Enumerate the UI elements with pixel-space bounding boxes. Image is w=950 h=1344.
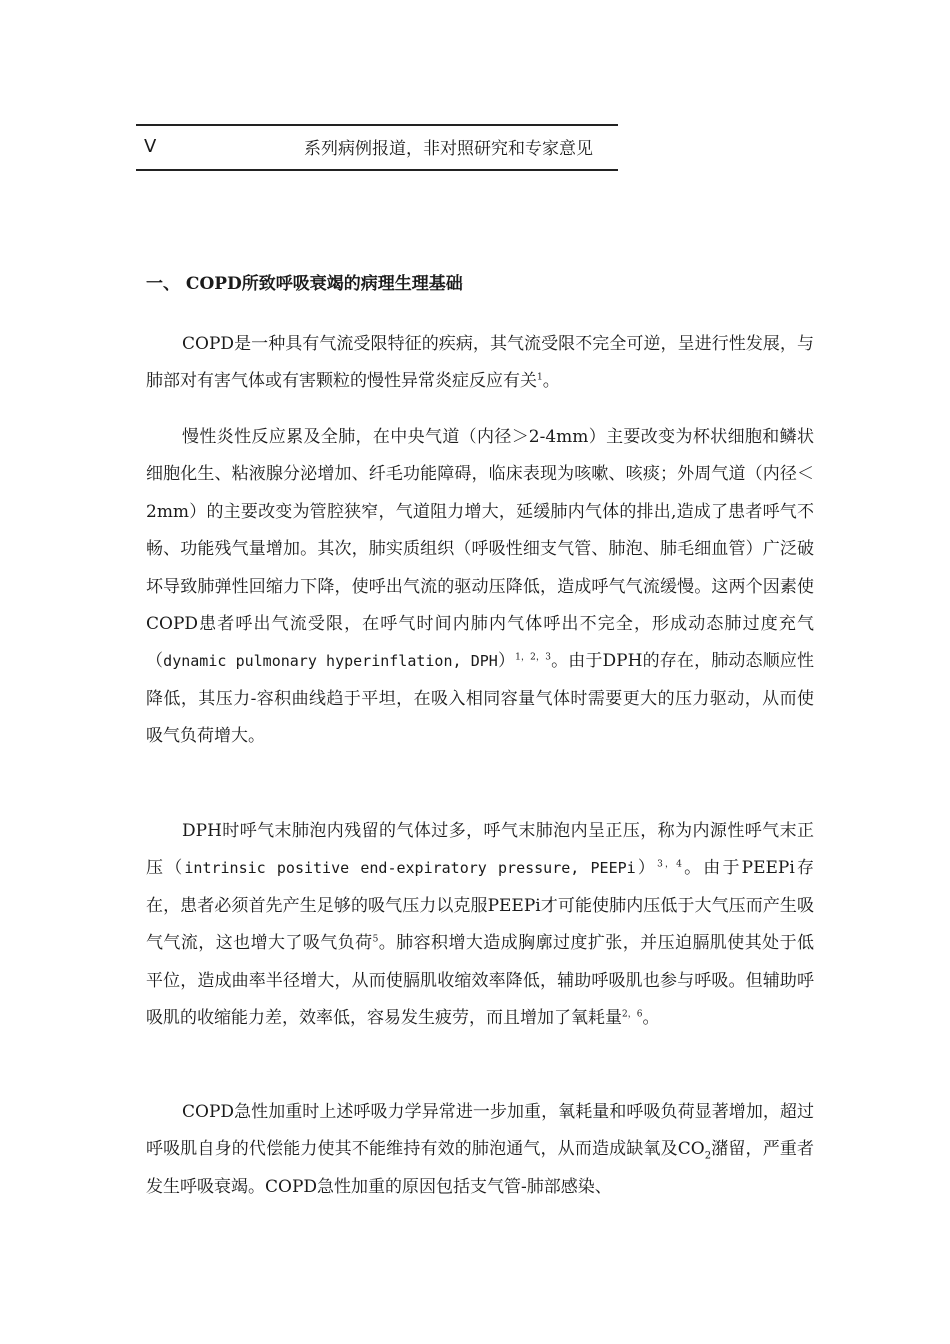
citation: 5 <box>372 934 379 945</box>
subscript: 2 <box>704 1150 712 1162</box>
paragraph-inflammation: 慢性炎性反应累及全肺，在中央气道（内径＞2-4mm）主要改变为杯状细胞和鳞状细胞化生、粘液腺分泌增加、纤毛功能障碍，临床表现为咳嗽、咳痰；外周气道（内径＜2mm）的主要改变为管腔狭窄，气道阻力增大，延缓肺内气体的排出,造成了患者呼气不畅、功能残气量增加。其次，肺实质组织（呼吸性细支气管、肺泡、肺毛细血管）广泛破坏导致肺弹性回缩力下降，使呼出气流的驱动压降低，造成呼气气流缓慢。这两个因素使COPD患者呼出气流受限，在呼气时间内肺内气体呼出不完全，形成动态肺过度充气（dynamic pulmonary hyperinflation, DPH）$^{1,2,3}$。由于DPH的存在，肺动态顺应性降低，其压力-容积曲线趋于平坦，在吸入相同容量气体时需要更大的压力驱动，从而使吸气负荷增大。 <box>146 427 815 747</box>
table-row <box>136 126 618 169</box>
citation: 1，2，3 <box>515 652 551 663</box>
paragraph-copd-definition: COPD是一种具有气流受限特征的疾病，其气流受限不完全可逆，呈进行性发展，与肺部对有害气体或有害颗粒的慢性异常炎症反应有关$^1$。 <box>146 334 814 392</box>
section-heading: 一、 COPD所致呼吸衰竭的病理生理基础 <box>146 274 463 294</box>
citation: 3，4 <box>657 859 682 870</box>
evidence-description-cell: 系列病例报道，非对照研究和专家意见 <box>304 139 593 159</box>
evidence-level-table <box>136 124 618 171</box>
paragraph-acute-exacerbation: COPD急性加重时上述呼吸力学异常进一步加重，氧耗量和呼吸负荷显著增加，超过呼吸肌自身的代偿能力使其不能维持有效的肺泡通气，从而造成缺氧及$CO_2$潴留，严重者发生呼吸衰竭。COPD急性加重的原因包括支气管-肺部感染、 <box>146 1102 814 1197</box>
term-dph: dynamic pulmonary hyperinflation, DPH <box>163 652 498 671</box>
citation: 1 <box>537 372 543 383</box>
citation: 2，6 <box>622 1009 643 1020</box>
evidence-level-cell: V <box>144 136 157 157</box>
paragraph-peepi: DPH时呼气末肺泡内残留的气体过多，呼气末肺泡内呈正压，称为内源性呼气末正压（intrinsic positive end-expiratory pressure, PEEPi）$^{3,4}$。由于PEEPi存在，患者必须首先产生足够的吸气压力以克服PEEPi才可能使肺内压低于大气压而产生吸气气流，这也增大了吸气负荷$^5$。肺容积增大造成胸廓过度扩张，并压迫膈肌使其处于低平位，造成曲率半径增大，从而使膈肌收缩效率降低，辅助呼吸肌也参与呼吸。但辅助呼吸肌的收缩能力差，效率低，容易发生疲劳，而且增加了氧耗量$^{2,6}$。 <box>146 821 815 1029</box>
term-peepi: intrinsic positive end-expiratory pressure, PEEPi <box>184 859 636 878</box>
